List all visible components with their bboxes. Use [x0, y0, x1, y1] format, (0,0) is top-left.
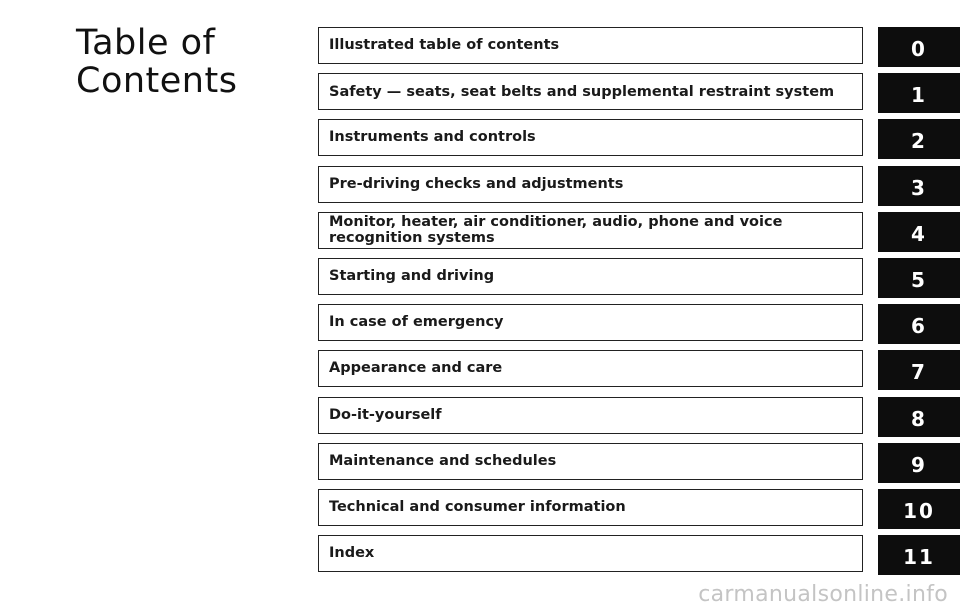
toc-entry-label: In case of emergency	[329, 314, 504, 331]
chapter-number: 4	[911, 221, 927, 246]
toc-row	[318, 119, 960, 165]
toc-entry-label: Pre-driving checks and adjustments	[329, 175, 624, 192]
chapter-number: 1	[911, 83, 927, 108]
chapter-tab-7[interactable]	[878, 350, 960, 390]
toc-list	[318, 27, 960, 581]
chapter-tab-8[interactable]	[878, 397, 960, 437]
toc-row	[318, 27, 960, 73]
toc-entry-label: Starting and driving	[329, 267, 495, 284]
chapter-number: 7	[911, 360, 927, 385]
toc-entry-instruments-and-controls[interactable]	[318, 119, 863, 156]
toc-entry-maintenance-and-schedules[interactable]	[318, 443, 863, 480]
toc-row	[318, 166, 960, 212]
chapter-number: 11	[903, 545, 935, 570]
toc-entry-starting-and-driving[interactable]	[318, 258, 863, 295]
toc-row	[318, 443, 960, 489]
chapter-tab-4[interactable]	[878, 212, 960, 252]
chapter-number: 5	[911, 267, 927, 292]
toc-entry-label: Maintenance and schedules	[329, 452, 557, 469]
page-title: Table of Contents	[76, 23, 238, 101]
toc-entry-label: Monitor, heater, air conditioner, audio, phone and voice recognition systems	[329, 214, 783, 247]
toc-entry-label: Illustrated table of contents	[329, 37, 560, 53]
chapter-tab-0[interactable]	[878, 27, 960, 67]
toc-entry-label: Technical and consumer information	[329, 498, 626, 515]
chapter-number: 9	[911, 452, 927, 477]
toc-entry-label: Safety — seats, seat belts and supplemental restraint system	[329, 83, 835, 100]
chapter-number: 8	[911, 406, 927, 431]
toc-entry-label: Appearance and care	[329, 360, 503, 377]
chapter-tab-6[interactable]	[878, 304, 960, 344]
chapter-tab-11[interactable]	[878, 535, 960, 575]
toc-entry-label: Instruments and controls	[329, 129, 536, 146]
toc-entry-pre-driving-checks[interactable]	[318, 166, 863, 203]
chapter-tab-9[interactable]	[878, 443, 960, 483]
chapter-tab-5[interactable]	[878, 258, 960, 298]
toc-entry-label: Index	[329, 545, 375, 562]
chapter-number: 2	[911, 129, 927, 154]
toc-entry-index[interactable]	[318, 535, 863, 572]
chapter-number: 6	[911, 314, 927, 339]
chapter-tab-10[interactable]	[878, 489, 960, 529]
chapter-number: 3	[911, 175, 927, 200]
toc-row	[318, 489, 960, 535]
toc-entry-illustrated-table-of-contents[interactable]	[318, 27, 863, 64]
toc-entry-in-case-of-emergency[interactable]	[318, 304, 863, 341]
toc-entry-safety[interactable]	[318, 73, 863, 110]
toc-row	[318, 535, 960, 581]
chapter-number: 0	[911, 37, 927, 61]
toc-row	[318, 350, 960, 396]
toc-entry-label: Do-it-yourself	[329, 406, 442, 423]
toc-row	[318, 258, 960, 304]
toc-entry-appearance-and-care[interactable]	[318, 350, 863, 387]
chapter-number: 10	[903, 498, 935, 523]
chapter-tab-1[interactable]	[878, 73, 960, 113]
toc-entry-technical-and-consumer-information[interactable]	[318, 489, 863, 526]
chapter-tab-3[interactable]	[878, 166, 960, 206]
toc-row	[318, 304, 960, 350]
toc-row	[318, 212, 960, 258]
chapter-tab-2[interactable]	[878, 119, 960, 159]
toc-entry-monitor-heater-audio[interactable]	[318, 212, 863, 249]
toc-entry-do-it-yourself[interactable]	[318, 397, 863, 434]
toc-row	[318, 397, 960, 443]
toc-row	[318, 73, 960, 119]
watermark-text: carmanualsonline.info	[698, 582, 948, 607]
